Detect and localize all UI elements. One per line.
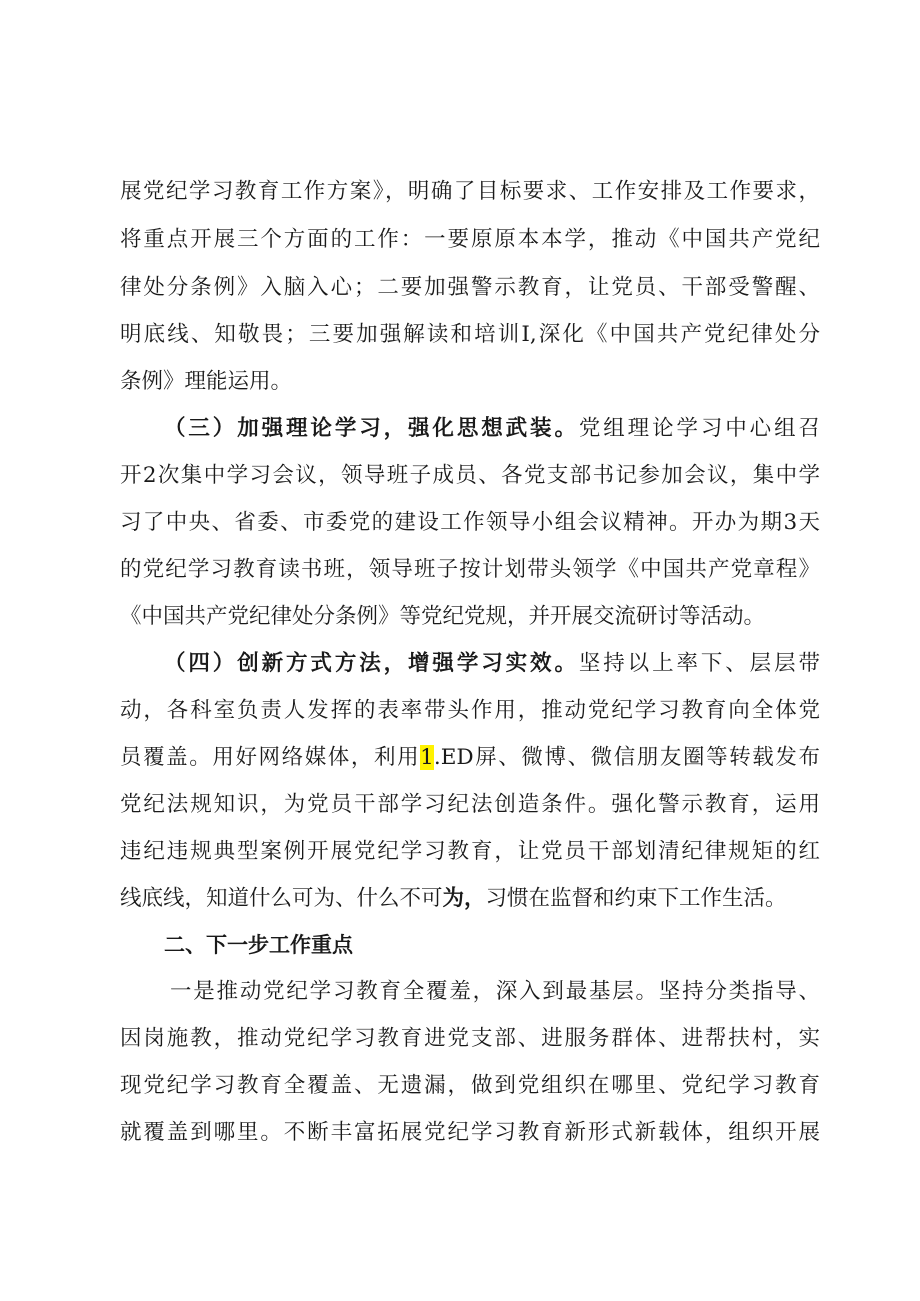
text-line <box>164 409 820 449</box>
text-line: 开2次集中学习会议，领导班子成员、各党支部书记参加会议，集中学 <box>120 463 820 488</box>
text-line: 现党纪学习教育全覆盖、无遗漏，做到党组织在哪里、党纪学习教育 <box>120 1073 820 1098</box>
text-span: 党组理论学习中心组召 <box>578 416 820 441</box>
text-span: 习惯在监督和约束下工作生活。 <box>485 886 787 911</box>
text-span: 员覆盖。用好网络媒体，利用 <box>120 745 421 770</box>
text-line: 条例》理能运用。 <box>120 369 293 394</box>
text-line: 因岗施教，推动党纪学习教育进党支部、进服务群体、进帮扶村，实 <box>120 1026 820 1051</box>
highlighted-text: 1 <box>420 745 434 770</box>
text-line: 党纪法规知识，为党员干部学习纪法创造条件。强化警示教育，运用 <box>120 792 820 817</box>
text-line: 将重点开展三个方面的工作：一要原原本本学，推动《中国共产党纪 <box>120 227 820 252</box>
paragraph-heading: （四）创新方式方法，增强学习实效。 <box>164 651 579 676</box>
text-line: 一是推动党纪学习教育全覆羞，深入到最基层。坚持分类指导、 <box>170 979 820 1004</box>
text-line <box>164 644 820 684</box>
section-heading: 二、下一步工作重点 <box>164 933 353 957</box>
text-line: 明底线、知敬畏；三要加强解读和培训I,深化《中国共产党纪律处分 <box>120 322 820 347</box>
text-line: 违纪违规典型案例开展党纪学习教育，让党员干部划清纪律规矩的红 <box>120 839 820 864</box>
text-line: 习了中央、省委、市委党的建设工作领导小组会议精神。开办为期3天 <box>120 510 820 535</box>
text-line: 律处分条例》入脑入心；二要加强警示教育，让党员、干部受警醒、 <box>120 275 820 300</box>
bold-text: 为， <box>442 886 486 911</box>
text-line: 就覆盖到哪里。不断丰富拓展党纪学习教育新形式新载体，组织开展 <box>120 1120 820 1145</box>
text-span: 坚持以上率下、层层带 <box>578 651 820 676</box>
paragraph-heading: （三）加强理论学习，强化思想武装。 <box>164 416 579 441</box>
text-line: 展党纪学习教育工作方案》，明确了目标要求、工作安排及工作要求， <box>120 179 820 204</box>
text-line <box>120 738 820 778</box>
text-line: 动，各科室负责人发挥的表率带头作用，推动党纪学习教育向全体党 <box>120 698 820 723</box>
text-span: .ED屏、微博、微信朋友圈等转载发布 <box>433 745 820 770</box>
text-line: 的党纪学习教育读书班，领导班子按计划带头领学《中国共产党章程》 <box>120 557 820 582</box>
text-line: 《中国共产党纪律处分条例》等党纪党规，并开展交流研讨等活动。 <box>120 604 766 629</box>
text-line <box>120 879 820 919</box>
text-span: 线底线，知道什么可为、什么不可 <box>120 886 443 911</box>
